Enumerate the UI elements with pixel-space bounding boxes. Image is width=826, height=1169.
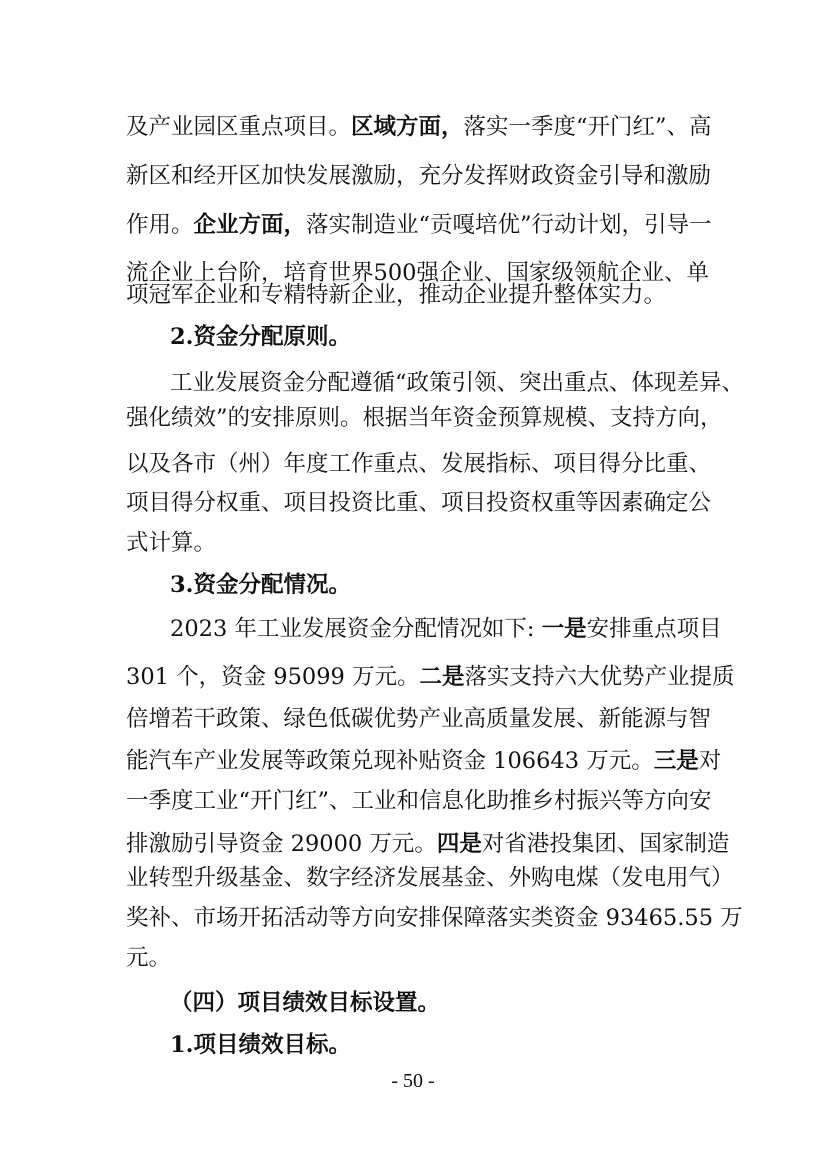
- paragraph-line: 元。: [126, 945, 172, 971]
- paragraph-line: 项冠军企业和专精特新企业，推动企业提升整体实力。: [126, 282, 667, 308]
- section-heading: （四）项目绩效目标设置。: [170, 990, 441, 1016]
- bold-label: 四是: [436, 831, 482, 857]
- paragraph-line: 排激励引导资金 29000 万元。四是对省港投集团、国家制造: [126, 831, 730, 857]
- paragraph-line: 2023 年工业发展资金分配情况如下: 一是安排重点项目: [170, 616, 722, 642]
- paragraph-line: 强化绩效”的安排原则。根据当年资金预算规模、支持方向，: [126, 405, 723, 431]
- paragraph-line: 奖补、市场开拓活动等方向安排保障落实类资金 93465.55 万: [126, 905, 743, 931]
- paragraph-line: 一季度工业“开门红”、工业和信息化助推乡村振兴等方向安: [126, 788, 712, 814]
- paragraph-line: 以及各市（州）年度工作重点、发展指标、项目得分比重、: [126, 451, 712, 477]
- section-heading: 2.资金分配原则。: [170, 324, 351, 350]
- paragraph-line: 工业发展资金分配遵循“政策引领、突出重点、体现差异、: [170, 370, 745, 396]
- bold-label: 二是: [419, 664, 465, 690]
- bold-label: 区域方面，: [351, 114, 464, 140]
- bold-label: 一是: [541, 616, 587, 642]
- paragraph-line: 及产业园区重点项目。区域方面，落实一季度“开门红”、高: [126, 114, 712, 140]
- paragraph-line: 301 个，资金 95099 万元。二是落实支持六大优势产业提质: [126, 664, 735, 690]
- paragraph-line: 能汽车产业发展等政策兑现补贴资金 106643 万元。三是对: [126, 748, 722, 774]
- paragraph-line: 倍增若干政策、绿色低碳优势产业高质量发展、新能源与智: [126, 706, 712, 732]
- bold-label: 三是: [653, 748, 699, 774]
- paragraph-line: 式计算。: [126, 530, 217, 556]
- page-number: - 50 -: [391, 1070, 435, 1092]
- paragraph-line: 作用。企业方面，落实制造业“贡嘎培优”行动计划，引导一: [126, 212, 712, 238]
- section-heading: 1.项目绩效目标。: [170, 1032, 351, 1058]
- bold-label: 企业方面，: [193, 212, 307, 238]
- paragraph-line: 流企业上台阶，培育世界500强企业、国家级领航企业、单: [126, 260, 709, 286]
- section-heading: 3.资金分配情况。: [170, 572, 351, 598]
- paragraph-line: 项目得分权重、项目投资比重、项目投资权重等因素确定公: [126, 490, 712, 516]
- paragraph-line: 业转型升级基金、数字经济发展基金、外购电煤（发电用气）: [126, 865, 734, 891]
- paragraph-line: 新区和经开区加快发展激励，充分发挥财政资金引导和激励: [126, 163, 712, 189]
